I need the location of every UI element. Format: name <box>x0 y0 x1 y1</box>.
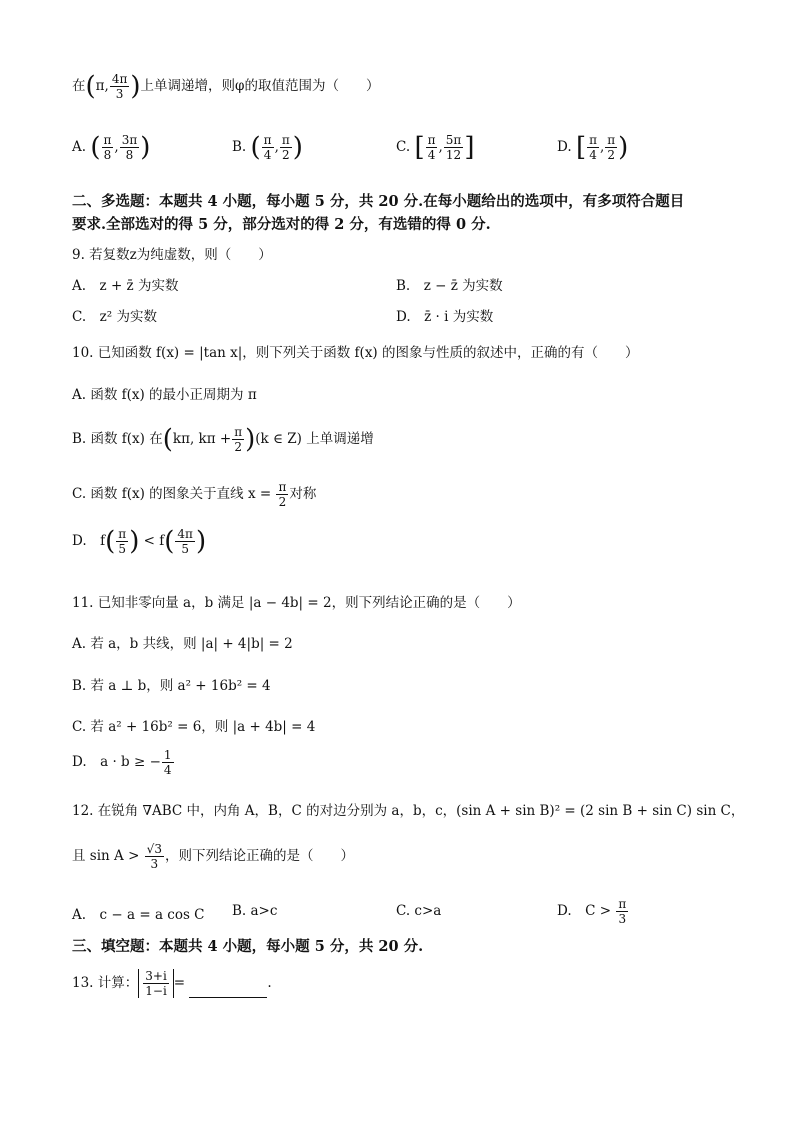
section2-heading-cont: 要求.全部选对的得 5 分，部分选对的得 2 分，有选错的得 0 分. <box>72 216 491 233</box>
q8-interval-frac: $\frac{4\pi}{3}$ <box>111 72 128 101</box>
q9-stem: 9. 若复数z为纯虚数，则（ ） <box>72 247 272 263</box>
q12-condition: 且 sin A > $\frac{√3}{3}$ ，则下列结论正确的是（ ） <box>72 842 354 871</box>
q12-stem: 12. 在锐角 ∇ABC 中，内角 A，B，C 的对边分别为 a，b，c，(sin A + sin B)² = (2 sin B + sin C) sin C， <box>72 803 745 819</box>
q10-option-d: D. f( $\frac{\pi}{5}$ ) < f( $\frac{4\pi}{5}$ ) <box>72 526 207 557</box>
q12-option-b: B. a>c <box>232 903 278 919</box>
q12-option-d: D. C > $\frac{\pi}{3}$ <box>557 897 627 926</box>
section3-heading: 三、填空题：本题共 4 小题，每小题 5 分，共 20 分. <box>72 938 424 955</box>
q8-stem-pre: 在 <box>72 78 86 94</box>
q9-option-b: B. z − z̄ 为实数 <box>396 278 503 294</box>
q10-option-c: C. 函数 f(x) 的图象关于直线 x = $\frac{\pi}{2}$ 对称 <box>72 480 317 509</box>
q9-option-d: D. z̄ · i 为实数 <box>396 309 494 325</box>
q9-option-a: A. z + z̄ 为实数 <box>72 278 179 294</box>
q12-option-a: A. c − a = a cos C <box>72 907 205 923</box>
q8-stem-post: 上单调递增，则φ的取值范围为（ ） <box>140 78 380 94</box>
q8-option-d: D. [ $\frac{\pi}{4}$ , $\frac{\pi}{2}$ ) <box>557 132 629 163</box>
q11-option-b: B. 若 a ⊥ b，则 a² + 16b² = 4 <box>72 678 271 694</box>
q13-answer-blank[interactable] <box>189 983 267 998</box>
q9-option-c: C. z² 为实数 <box>72 309 157 325</box>
q11-stem: 11. 已知非零向量 a，b 满足 |a − 4b| = 2，则下列结论正确的是（ ） <box>72 595 521 611</box>
q10-option-a: A. 函数 f(x) 的最小正周期为 π <box>72 387 257 403</box>
q10-option-b: B. 函数 f(x) 在(kπ, kπ + $\frac{\pi}{2}$ )(k ∈ Z) 上单调递增 <box>72 424 374 455</box>
q13: 13. 计算： $\frac{3+i}{1-i}$ = . <box>72 969 272 998</box>
q8-interval-a: π, <box>95 78 109 94</box>
q8-option-c: C. [ $\frac{\pi}{4}$ , $\frac{5\pi}{12}$ ] <box>396 132 475 163</box>
q10-stem: 10. 已知函数 f(x) = |tan x|，则下列关于函数 f(x) 的图象与性质的叙述中，正确的有（ ） <box>72 345 639 361</box>
q8-stem: 在(π, $\frac{4\pi}{3}$ )上单调递增，则φ的取值范围为（ ） <box>72 71 380 102</box>
q11-option-c: C. 若 a² + 16b² = 6，则 |a + 4b| = 4 <box>72 719 316 735</box>
q8-option-a: A. ( $\frac{\pi}{8}$ , $\frac{3\pi}{8}$ ) <box>72 132 151 163</box>
section2-heading: 二、多选题：本题共 4 小题，每小题 5 分，共 20 分.在每小题给出的选项中，有多项符合题目 <box>72 193 685 210</box>
q12-option-c: C. c>a <box>396 903 442 919</box>
q11-option-a: A. 若 a，b 共线，则 |a| + 4|b| = 2 <box>72 636 293 652</box>
q8-option-b: B. ( $\frac{\pi}{4}$ , $\frac{\pi}{2}$ ) <box>232 132 303 163</box>
q11-option-d: D. a · b ≥ − $\frac{1}{4}$ <box>72 748 172 777</box>
